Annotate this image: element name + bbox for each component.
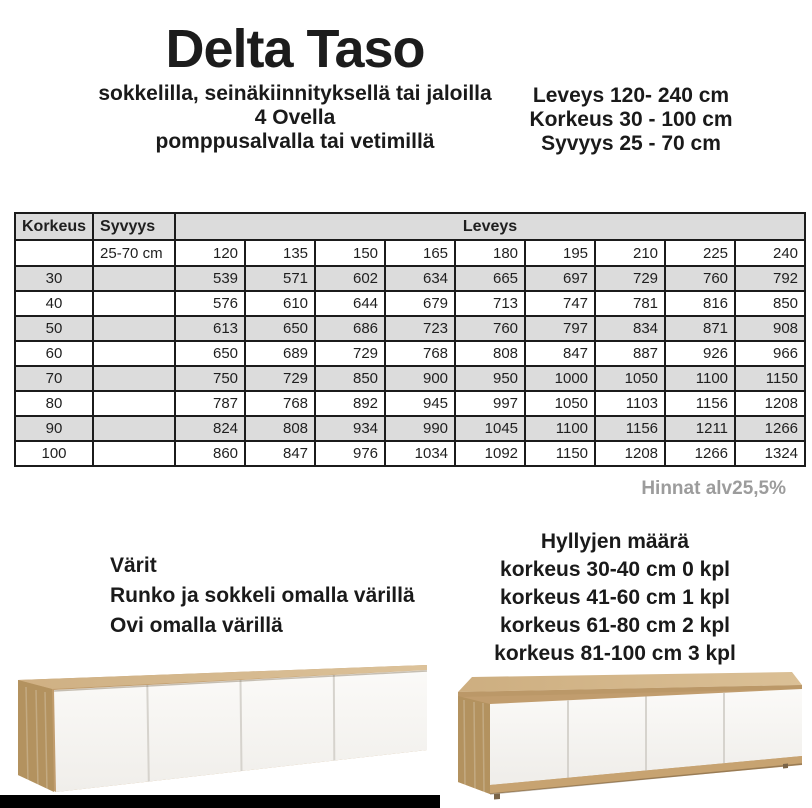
price-cell: 1034	[385, 441, 455, 466]
price-cell: 1156	[595, 416, 665, 441]
price-row	[15, 416, 805, 441]
colors-line-1: Runko ja sokkeli omalla värillä	[110, 584, 415, 607]
product-photo-plinth-sideboard	[450, 672, 812, 800]
price-cell: 665	[455, 266, 525, 291]
page-title: Delta Taso	[165, 19, 425, 79]
price-cell: 976	[315, 441, 385, 466]
korkeus-cell: 70	[15, 366, 93, 391]
width-header-cell: 165	[385, 240, 455, 266]
price-cell: 613	[175, 316, 245, 341]
korkeus-cell: 100	[15, 441, 93, 466]
price-cell: 1211	[665, 416, 735, 441]
price-cell: 571	[245, 266, 315, 291]
price-cell: 644	[315, 291, 385, 316]
syvyys-empty-cell	[93, 266, 175, 291]
width-header-cell: 150	[315, 240, 385, 266]
price-row	[15, 291, 805, 316]
price-cell: 781	[595, 291, 665, 316]
subtitle-line-3: pomppusalvalla tai vetimillä	[155, 130, 435, 153]
price-cell: 1266	[735, 416, 805, 441]
korkeus-cell: 50	[15, 316, 93, 341]
syvyys-empty-cell	[93, 416, 175, 441]
price-cell: 808	[455, 341, 525, 366]
dimension-korkeus: Korkeus 30 - 100 cm	[529, 108, 733, 131]
vat-note: Hinnat alv25,5%	[641, 478, 786, 499]
price-cell: 926	[665, 341, 735, 366]
width-header-cell: 225	[665, 240, 735, 266]
syvyys-empty-cell	[93, 366, 175, 391]
dimension-leveys: Leveys 120- 240 cm	[532, 84, 730, 107]
price-cell: 860	[175, 441, 245, 466]
syvyys-empty-cell	[93, 391, 175, 416]
price-cell: 713	[455, 291, 525, 316]
price-cell: 834	[595, 316, 665, 341]
price-cell: 760	[665, 266, 735, 291]
width-header-cell: 240	[735, 240, 805, 266]
syvyys-empty-cell	[93, 291, 175, 316]
price-cell: 847	[245, 441, 315, 466]
price-row	[15, 341, 805, 366]
price-cell: 850	[735, 291, 805, 316]
price-cell: 602	[315, 266, 385, 291]
korkeus-cell: 40	[15, 291, 93, 316]
table-header-row	[15, 213, 805, 240]
colors-title: Värit	[110, 554, 157, 577]
price-cell: 945	[385, 391, 455, 416]
cabinet-foot	[494, 794, 500, 800]
product-photo-wall-mounted-sideboard	[18, 663, 428, 793]
price-cell: 1266	[665, 441, 735, 466]
price-cell: 990	[385, 416, 455, 441]
shelves-title: Hyllyjen määrä	[540, 530, 690, 553]
price-cell: 792	[735, 266, 805, 291]
price-cell: 850	[315, 366, 385, 391]
width-header-cell: 180	[455, 240, 525, 266]
price-cell: 768	[245, 391, 315, 416]
price-cell: 808	[245, 416, 315, 441]
syvyys-empty-cell	[93, 341, 175, 366]
price-cell: 1092	[455, 441, 525, 466]
price-cell: 610	[245, 291, 315, 316]
price-cell: 787	[175, 391, 245, 416]
price-cell: 1050	[595, 366, 665, 391]
price-cell: 1150	[735, 366, 805, 391]
price-cell: 750	[175, 366, 245, 391]
shelves-line-3: korkeus 61-80 cm 2 kpl	[500, 614, 730, 637]
price-cell: 887	[595, 341, 665, 366]
subtitle-line-2: 4 Ovella	[254, 106, 336, 129]
price-table	[14, 212, 806, 467]
price-cell: 650	[175, 341, 245, 366]
price-cell: 1100	[665, 366, 735, 391]
price-cell: 729	[245, 366, 315, 391]
price-row	[15, 366, 805, 391]
price-cell: 1156	[665, 391, 735, 416]
price-cell: 634	[385, 266, 455, 291]
price-cell: 908	[735, 316, 805, 341]
price-cell: 697	[525, 266, 595, 291]
price-cell: 1150	[525, 441, 595, 466]
price-cell: 1100	[525, 416, 595, 441]
price-cell: 679	[385, 291, 455, 316]
price-cell: 797	[525, 316, 595, 341]
price-cell: 689	[245, 341, 315, 366]
price-cell: 934	[315, 416, 385, 441]
width-header-cell: 210	[595, 240, 665, 266]
syvyys-range-cell: 25-70 cm	[93, 240, 175, 266]
price-cell: 686	[315, 316, 385, 341]
price-cell: 871	[665, 316, 735, 341]
korkeus-cell: 30	[15, 266, 93, 291]
colors-line-2: Ovi omalla värillä	[110, 614, 283, 637]
price-cell: 1208	[595, 441, 665, 466]
price-cell: 729	[315, 341, 385, 366]
subtitle-line-1: sokkelilla, seinäkiinnityksellä tai jaloilla	[98, 82, 492, 105]
width-header-cell: 135	[245, 240, 315, 266]
price-cell: 1324	[735, 441, 805, 466]
price-cell: 1103	[595, 391, 665, 416]
colors-info-block	[110, 551, 415, 641]
width-sizes-row	[15, 240, 805, 266]
price-cell: 760	[455, 316, 525, 341]
price-cell: 950	[455, 366, 525, 391]
price-cell: 900	[385, 366, 455, 391]
price-row	[15, 266, 805, 291]
shelves-line-4: korkeus 81-100 cm 3 kpl	[494, 642, 736, 665]
price-cell: 650	[245, 316, 315, 341]
korkeus-column-header: Korkeus	[15, 213, 93, 240]
price-cell: 892	[315, 391, 385, 416]
syvyys-column-header: Syvyys	[93, 213, 175, 240]
korkeus-cell: 80	[15, 391, 93, 416]
price-cell: 1045	[455, 416, 525, 441]
price-cell: 729	[595, 266, 665, 291]
price-cell: 966	[735, 341, 805, 366]
price-cell: 997	[455, 391, 525, 416]
syvyys-empty-cell	[93, 316, 175, 341]
header-left-block	[48, 20, 542, 154]
photo-crop-bar	[0, 795, 440, 808]
empty-corner-cell	[15, 240, 93, 266]
price-cell: 1208	[735, 391, 805, 416]
price-cell: 747	[525, 291, 595, 316]
korkeus-cell: 90	[15, 416, 93, 441]
syvyys-empty-cell	[93, 441, 175, 466]
price-cell: 539	[175, 266, 245, 291]
price-cell: 824	[175, 416, 245, 441]
price-row	[15, 391, 805, 416]
price-cell: 723	[385, 316, 455, 341]
width-header-cell: 195	[525, 240, 595, 266]
dimensions-block	[500, 84, 762, 156]
shelves-line-2: korkeus 41-60 cm 1 kpl	[500, 586, 730, 609]
korkeus-cell: 60	[15, 341, 93, 366]
shelves-info-block	[470, 528, 760, 668]
price-cell: 576	[175, 291, 245, 316]
cabinet-foot	[783, 764, 788, 769]
dimension-syvyys: Syvyys 25 - 70 cm	[541, 132, 721, 155]
price-cell: 1000	[525, 366, 595, 391]
price-cell: 768	[385, 341, 455, 366]
leveys-column-header: Leveys	[175, 213, 805, 240]
width-header-cell: 120	[175, 240, 245, 266]
price-row	[15, 441, 805, 466]
price-cell: 816	[665, 291, 735, 316]
price-cell: 1050	[525, 391, 595, 416]
price-row	[15, 316, 805, 341]
price-cell: 847	[525, 341, 595, 366]
shelves-line-1: korkeus 30-40 cm 0 kpl	[500, 558, 730, 581]
